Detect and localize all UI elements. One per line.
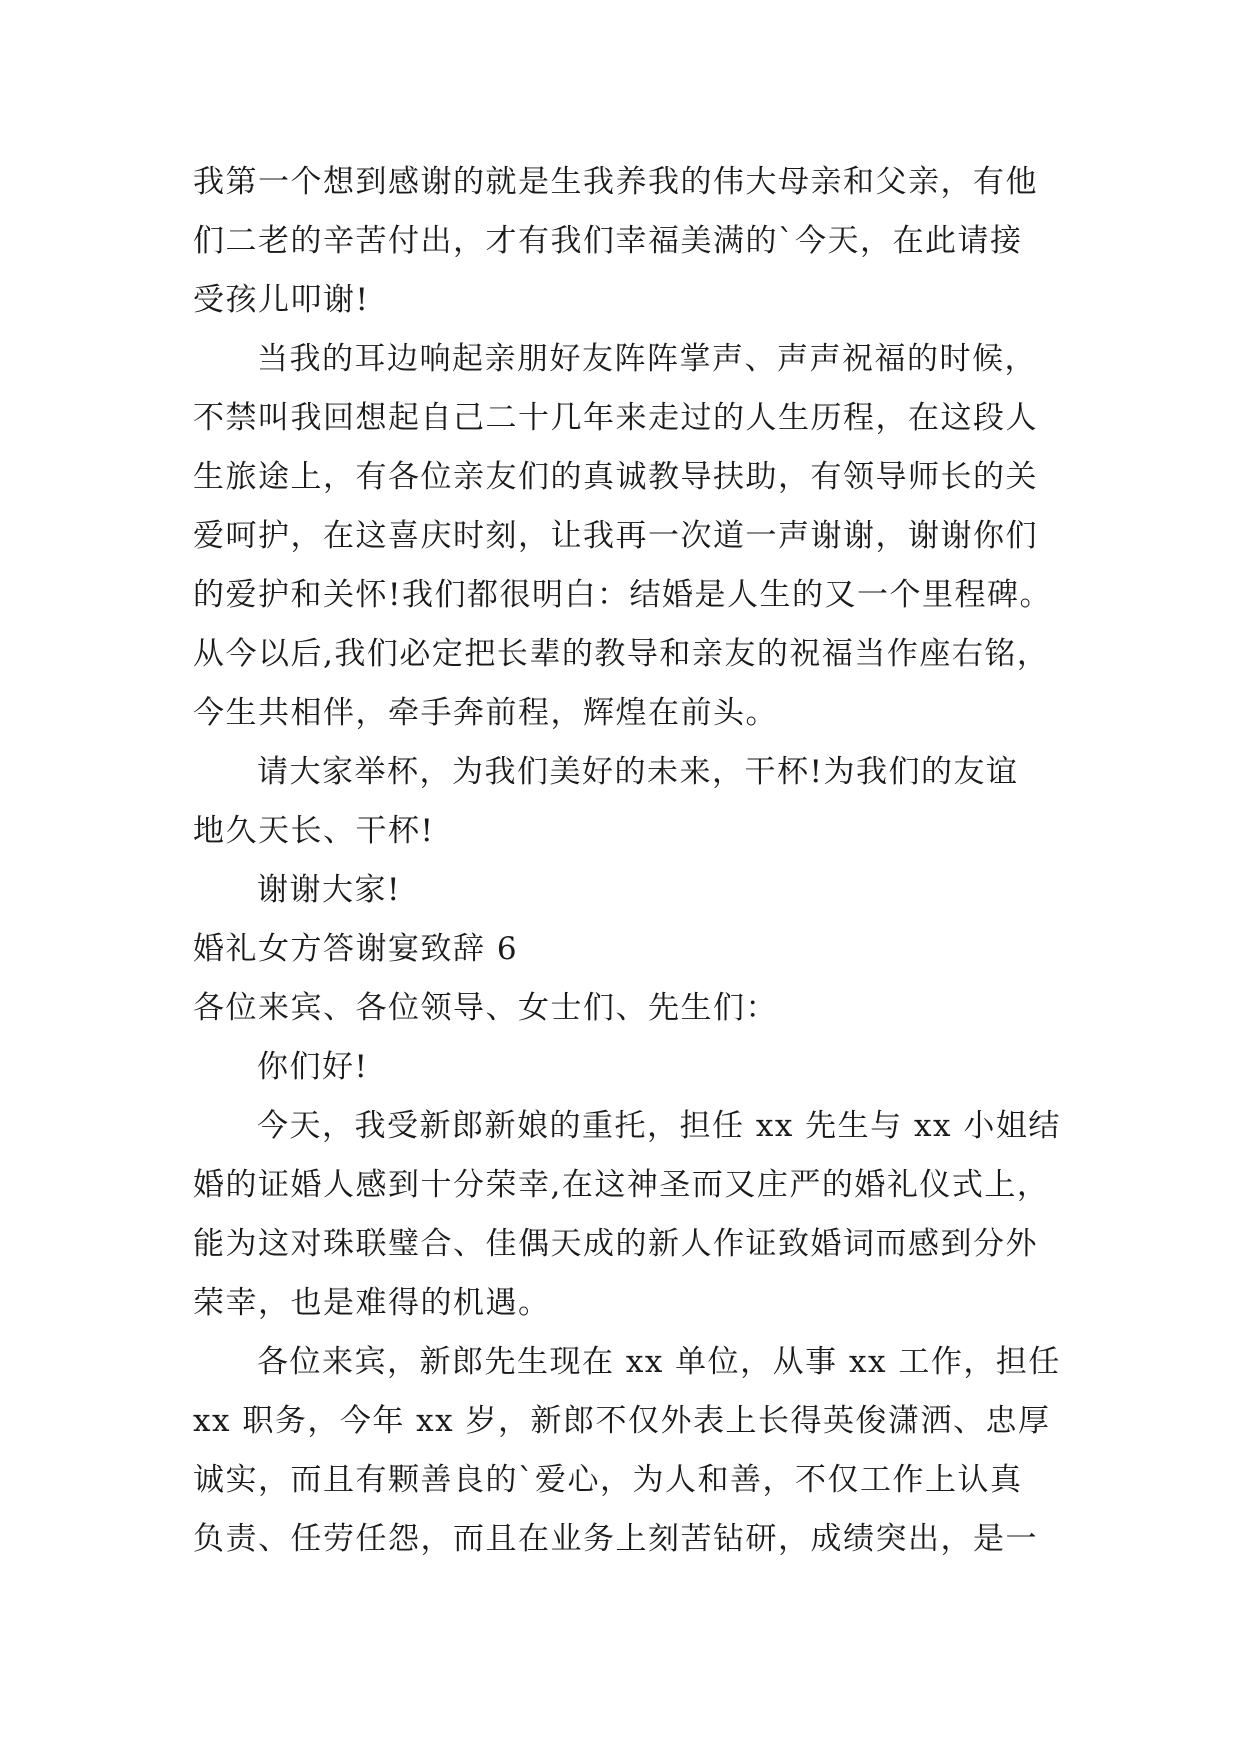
text-line: 们二老的辛苦付出，才有我们幸福美满的`今天，在此请接: [193, 223, 1023, 259]
text-line: 当我的耳边响起亲朋好友阵阵掌声、声声祝福的时候，: [257, 341, 1037, 377]
document-body: [193, 153, 1063, 1569]
text-line: 荣幸，也是难得的机遇。: [193, 1285, 551, 1321]
text-line: 今天，我受新郎新娘的重托，担任 xx 先生与 xx 小姐结: [257, 1108, 1061, 1144]
text-line: 受孩儿叩谢!: [193, 282, 370, 318]
text-line: 今生共相伴，牵手奔前程，辉煌在前头。: [193, 695, 778, 731]
text-line: 你们好!: [257, 1049, 369, 1085]
text-line: 的爱护和关怀!我们都很明白：结婚是人生的又一个里程碑。: [193, 577, 1052, 613]
text-line: 从今以后,我们必定把长辈的教导和亲友的祝福当作座右铭，: [193, 636, 1050, 672]
text-line: 地久天长、干杯!: [193, 813, 435, 849]
text-line: 婚的证婚人感到十分荣幸,在这神圣而又庄严的婚礼仪式上，: [193, 1167, 1050, 1203]
text-line: 负责、任劳任怨，而且在业务上刻苦钻研，成绩突出，是一: [193, 1521, 1038, 1557]
text-line: 诚实，而且有颗善良的`爱心，为人和善，不仅工作上认真: [193, 1462, 1023, 1498]
text-line: 我第一个想到感谢的就是生我养我的伟大母亲和父亲，有他: [193, 164, 1038, 200]
text-line: 谢谢大家!: [257, 872, 401, 908]
text-line: 各位来宾、各位领导、女士们、先生们：: [193, 990, 778, 1026]
text-line: 请大家举杯，为我们美好的未来，干杯!为我们的友谊: [257, 754, 1019, 790]
text-line: 爱呵护，在这喜庆时刻，让我再一次道一声谢谢，谢谢你们: [193, 518, 1038, 554]
text-line: 各位来宾，新郎先生现在 xx 单位，从事 xx 工作，担任: [257, 1344, 1061, 1380]
text-line: xx 职务，今年 xx 岁，新郎不仅外表上长得英俊潇洒、忠厚: [193, 1403, 1051, 1439]
section-heading: 婚礼女方答谢宴致辞 6: [193, 931, 519, 967]
text-line: 不禁叫我回想起自己二十几年来走过的人生历程，在这段人: [193, 400, 1038, 436]
text-line: 生旅途上，有各位亲友们的真诚教导扶助，有领导师长的关: [193, 459, 1038, 495]
text-line: 能为这对珠联璧合、佳偶天成的新人作证致婚词而感到分外: [193, 1226, 1038, 1262]
